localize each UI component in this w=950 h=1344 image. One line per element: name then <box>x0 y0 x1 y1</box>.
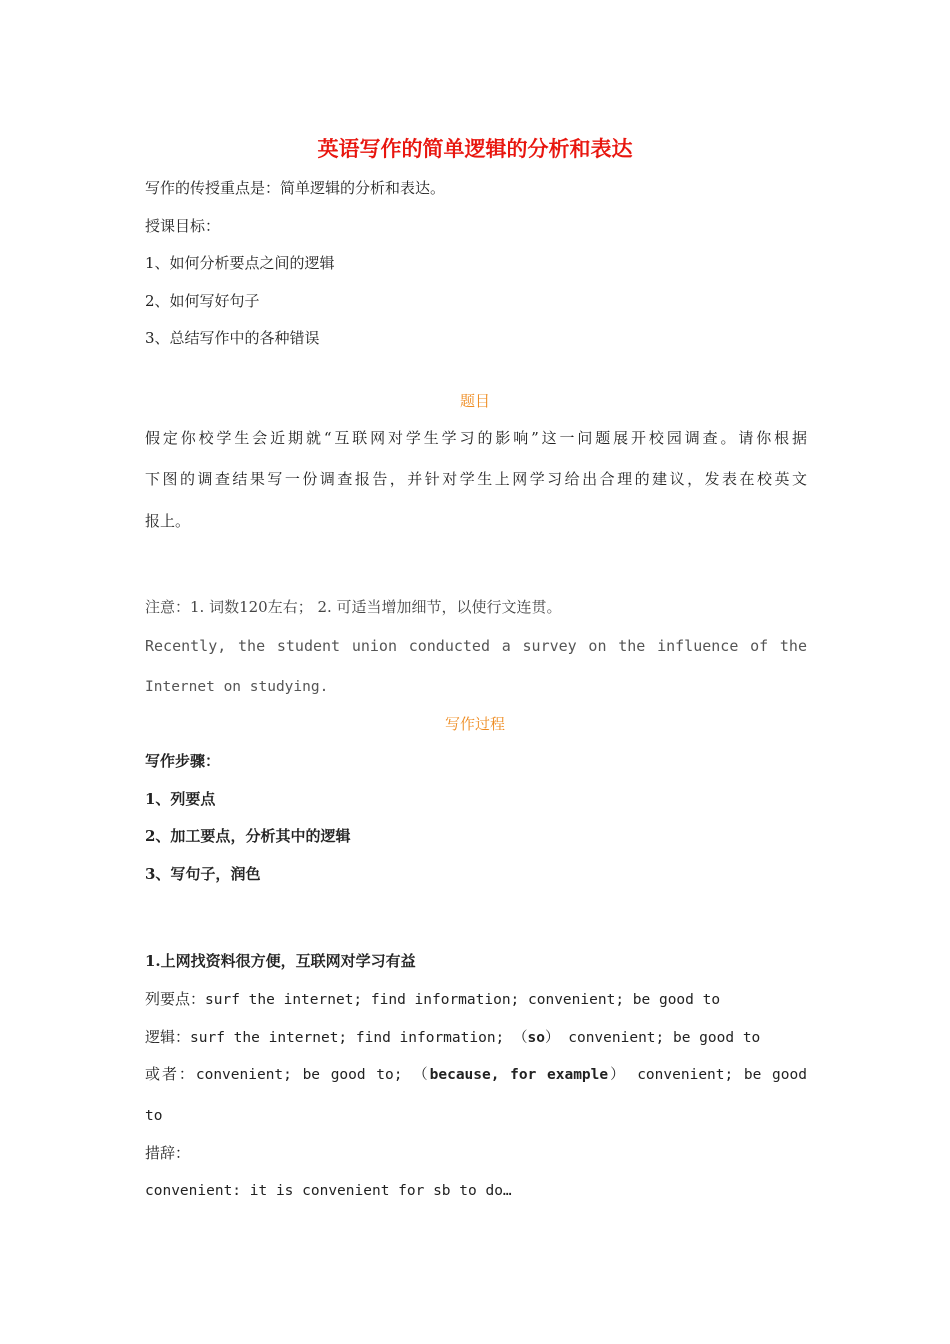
logic-text: ） convenient; be good to <box>545 1030 761 1046</box>
goal-item: 2、如何写好句子 <box>145 292 260 310</box>
or-label: 或者： <box>145 1065 196 1083</box>
list-text: surf the internet; find information; convenient; be good to <box>205 992 721 1008</box>
topic-line: 报上。 <box>145 512 191 530</box>
wording-text: convenient: it is convenient for sb to do… <box>145 1183 512 1199</box>
topic-line: 下图的调查结果写一份调查报告，并针对学生上网学习给出合理的建议，发表在校英文 <box>145 470 807 488</box>
topic-heading: 题目 <box>459 392 490 410</box>
step-item: 2、加工要点，分析其中的逻辑 <box>145 827 351 845</box>
goal-item: 3、总结写作中的各种错误 <box>145 329 320 347</box>
logic-label: 逻辑： <box>145 1028 191 1046</box>
steps-heading: 写作步骤： <box>145 752 221 770</box>
english-sentence-line: Recently, the student union conducted a survey on the influence of the <box>145 637 807 655</box>
or-text: convenient; be good to; （ <box>195 1067 430 1083</box>
or-connector: because, for example <box>429 1067 609 1083</box>
logic-line <box>145 1027 760 1048</box>
logic-connector: so <box>527 1030 545 1046</box>
list-points-line <box>145 989 720 1010</box>
or-text: ） convenient; be good <box>608 1067 807 1083</box>
or-line <box>145 1064 807 1085</box>
goals-heading: 授课目标： <box>145 217 221 235</box>
logic-text: surf the internet; find information; （ <box>190 1030 528 1046</box>
intro-focus: 写作的传授重点是：简单逻辑的分析和表达。 <box>145 179 446 197</box>
step-item: 1、列要点 <box>145 790 216 808</box>
english-sentence-line: Internet on studying. <box>145 679 329 695</box>
document-title: 英语写作的简单逻辑的分析和表达 <box>317 136 633 161</box>
topic-note: 注意：1. 词数120左右； 2. 可适当增加细节，以使行文连贯。 <box>145 598 562 616</box>
goal-item: 1、如何分析要点之间的逻辑 <box>145 254 335 272</box>
wording-label: 措辞： <box>145 1144 191 1162</box>
list-label: 列要点： <box>145 990 206 1008</box>
step-item: 3、写句子，润色 <box>145 865 261 883</box>
point1-heading: 1.上网找资料很方便，互联网对学习有益 <box>145 952 416 970</box>
process-heading: 写作过程 <box>444 715 505 733</box>
topic-line: 假定你校学生会近期就“互联网对学生学习的影响”这一问题展开校园调查。请你根据 <box>145 429 807 447</box>
or-line-continued: to <box>145 1108 163 1124</box>
